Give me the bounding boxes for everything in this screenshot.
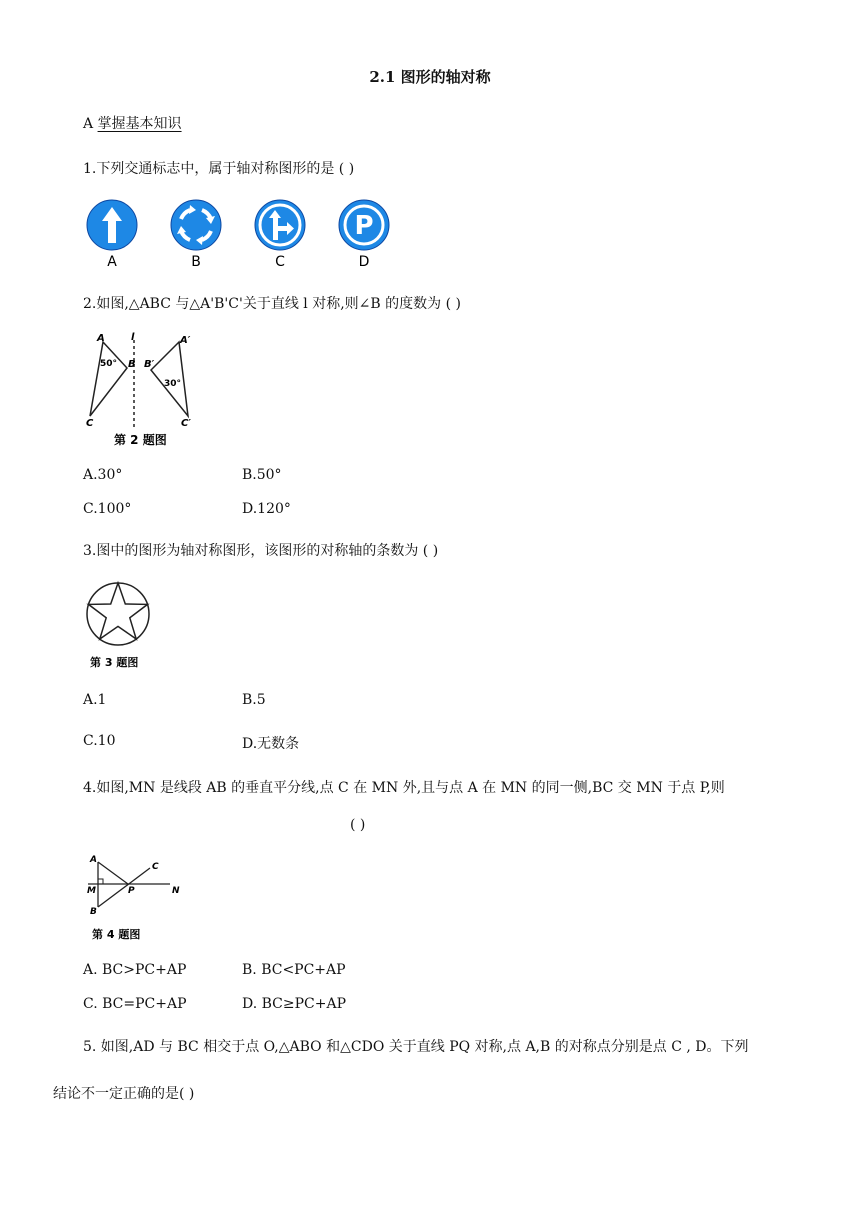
q3-option-a[interactable]: A.1: [83, 692, 107, 708]
q1-signs-figure: [84, 199, 404, 271]
q3-star-figure: [84, 580, 164, 672]
question-5-line-2: 结论不一定正确的是( ): [53, 1086, 195, 1102]
q2-option-b[interactable]: B.50°: [242, 467, 282, 483]
q3-option-b[interactable]: B.5: [242, 692, 266, 708]
segment-bc: [98, 868, 150, 907]
label-c-prime: C′: [181, 418, 191, 429]
angle-50: 50°: [100, 359, 118, 369]
question-1-text: 1.下列交通标志中，属于轴对称图形的是 ( ): [83, 161, 355, 177]
straight-or-right-turn-sign-icon: [255, 200, 305, 250]
circle-outline: [87, 583, 149, 645]
label-p: P: [128, 886, 135, 896]
q2-option-c[interactable]: C.100°: [83, 501, 132, 517]
label-b: B: [128, 359, 136, 370]
q4-option-b[interactable]: B. BC<PC+AP: [242, 962, 346, 978]
q4-figure: [84, 852, 194, 948]
straight-arrow-sign-icon: [87, 200, 137, 250]
q4-option-c[interactable]: C. BC=PC+AP: [83, 996, 187, 1012]
label-m: M: [87, 886, 96, 896]
right-angle-mark: [98, 879, 103, 884]
label-a-prime: A′: [180, 335, 191, 346]
parking-letter: P: [354, 211, 374, 241]
q4-bisector-figure: [84, 852, 194, 944]
label-c: C: [86, 418, 94, 429]
sign-label-b: B: [191, 254, 201, 270]
q1-signs: [84, 199, 404, 275]
q3-option-d[interactable]: D.无数条: [242, 736, 300, 752]
q3-figure: [84, 580, 164, 676]
page-title: 2.1 图形的轴对称: [369, 68, 491, 86]
label-a: A: [90, 855, 97, 865]
label-l: l: [131, 332, 135, 343]
q4-option-a[interactable]: A. BC>PC+AP: [83, 962, 187, 978]
q2-triangles-figure: [84, 332, 204, 450]
label-b: B: [90, 907, 97, 917]
sign-label-d: D: [358, 254, 370, 270]
section-prefix: A: [83, 116, 98, 132]
q3-figure-caption: 第 3 题图: [90, 656, 139, 669]
q2-figure: [84, 332, 204, 454]
label-n: N: [172, 886, 180, 896]
parking-sign-icon: [339, 200, 389, 250]
label-c: C: [152, 862, 159, 872]
question-4-text: 4.如图,MN 是线段 AB 的垂直平分线,点 C 在 MN 外,且与点 A 在 MN 的同一侧,BC 交 MN 于点 P,则: [83, 780, 725, 796]
question-3-text: 3.图中的图形为轴对称图形，该图形的对称轴的条数为 ( ): [83, 543, 439, 559]
question-5-line-1: 5. 如图,AD 与 BC 相交于点 O,△ABO 和△CDO 关于直线 PQ 对称,点 A,B 的对称点分别是点 C , D。下列: [83, 1039, 749, 1055]
label-b-prime: B′: [144, 359, 155, 370]
question-2-text: 2.如图,△ABC 与△A'B'C'关于直线 l 对称,则∠B 的度数为 ( ): [83, 296, 461, 312]
q3-option-c[interactable]: C.10: [83, 733, 116, 749]
q2-option-d[interactable]: D.120°: [242, 501, 291, 517]
angle-30: 30°: [164, 379, 182, 389]
label-a: A: [97, 333, 105, 344]
q4-option-d[interactable]: D. BC≥PC+AP: [242, 996, 347, 1012]
question-4-paren: ( ): [350, 817, 366, 833]
sign-label-c: C: [275, 254, 285, 270]
section-label: 掌握基本知识: [97, 116, 182, 132]
sign-label-a: A: [107, 254, 117, 270]
q2-option-a[interactable]: A.30°: [83, 467, 123, 483]
triangle-abc: [90, 342, 127, 416]
q4-figure-caption: 第 4 题图: [92, 928, 141, 941]
roundabout-sign-icon: [171, 200, 221, 250]
section-heading: [83, 113, 182, 133]
q2-figure-caption: 第 2 题图: [114, 433, 167, 447]
